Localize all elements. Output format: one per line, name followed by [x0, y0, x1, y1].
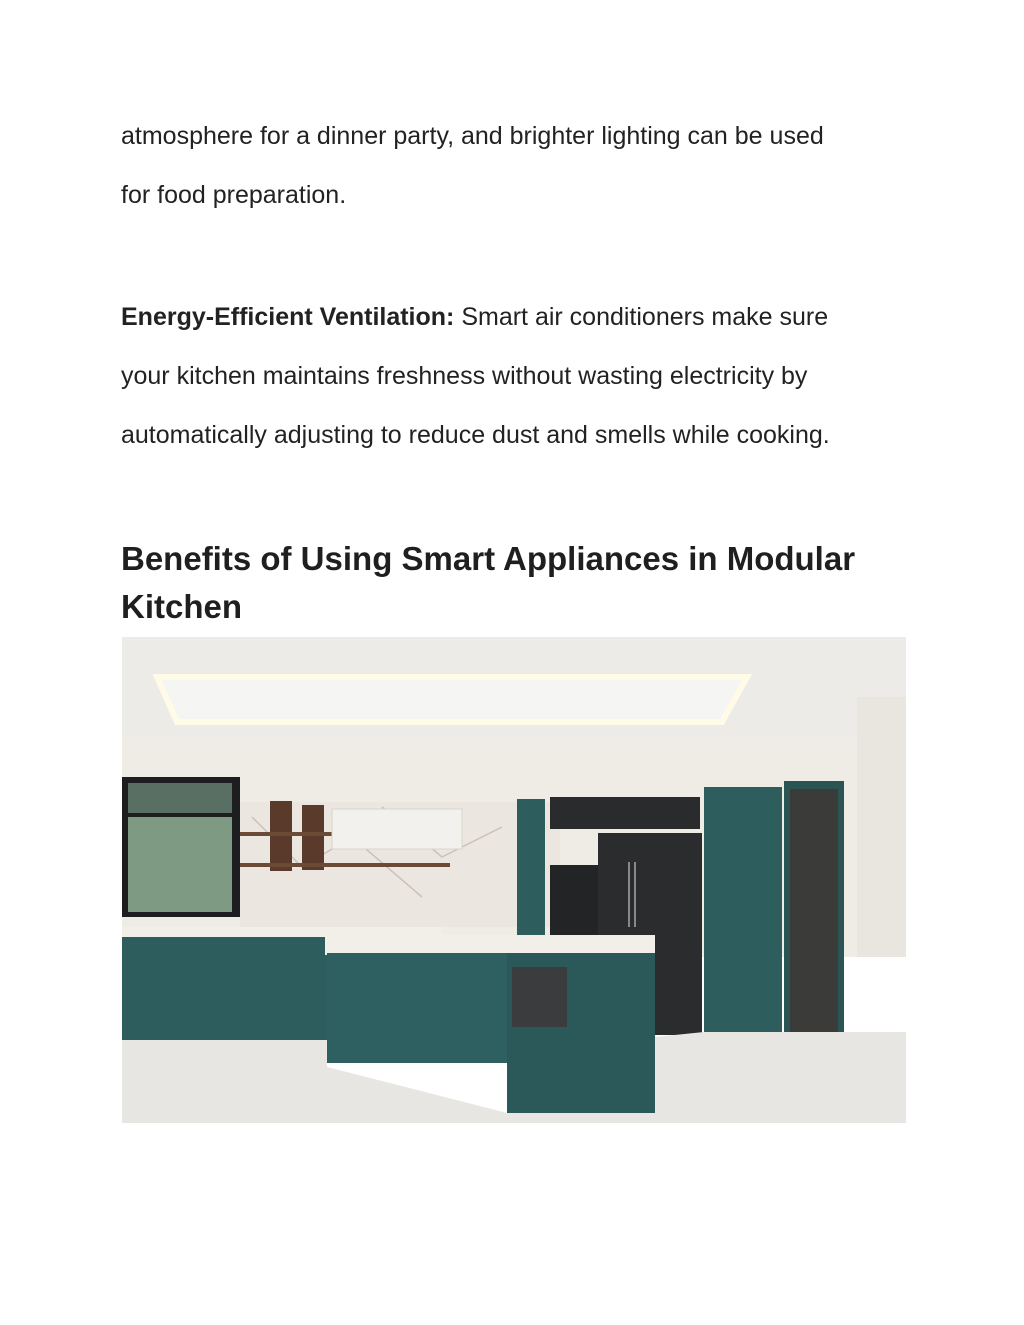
heading-line: Benefits of Using Smart Appliances in Modular [121, 540, 856, 577]
side-wall [857, 697, 906, 957]
section-heading [121, 535, 921, 631]
window-view [128, 817, 232, 912]
paragraph-line: for food preparation. [121, 181, 347, 209]
shelf [240, 863, 450, 867]
heading-line: Kitchen [121, 588, 243, 625]
glass-cabinet-interior [790, 789, 838, 1037]
island-display [512, 967, 567, 1027]
open-shelf [550, 797, 700, 829]
kitchen-illustration [122, 637, 906, 1123]
wood-panel [302, 805, 324, 870]
island-countertop [325, 935, 655, 955]
paragraph-line: your kitchen maintains freshness without wasting electricity by [121, 362, 808, 390]
paragraph-line: atmosphere for a dinner party, and brighter lighting can be used [121, 122, 824, 150]
tall-cabinet [704, 787, 782, 1032]
bold-term: Energy-Efficient Ventilation: [121, 303, 455, 331]
oven-stack [550, 865, 598, 945]
paragraph-line: automatically adjusting to reduce dust and smells while cooking. [121, 421, 830, 449]
paragraph-text: Smart air conditioners make sure [454, 303, 829, 331]
hood-cabinet [332, 809, 462, 849]
lower-cabinets [122, 935, 327, 1040]
tall-cabinet [517, 799, 545, 939]
window-blind [128, 783, 232, 813]
paragraph-line [121, 288, 828, 347]
ceiling-light-cove [157, 677, 747, 722]
kitchen-photo [122, 637, 906, 1123]
island-cabinets [327, 953, 507, 1063]
